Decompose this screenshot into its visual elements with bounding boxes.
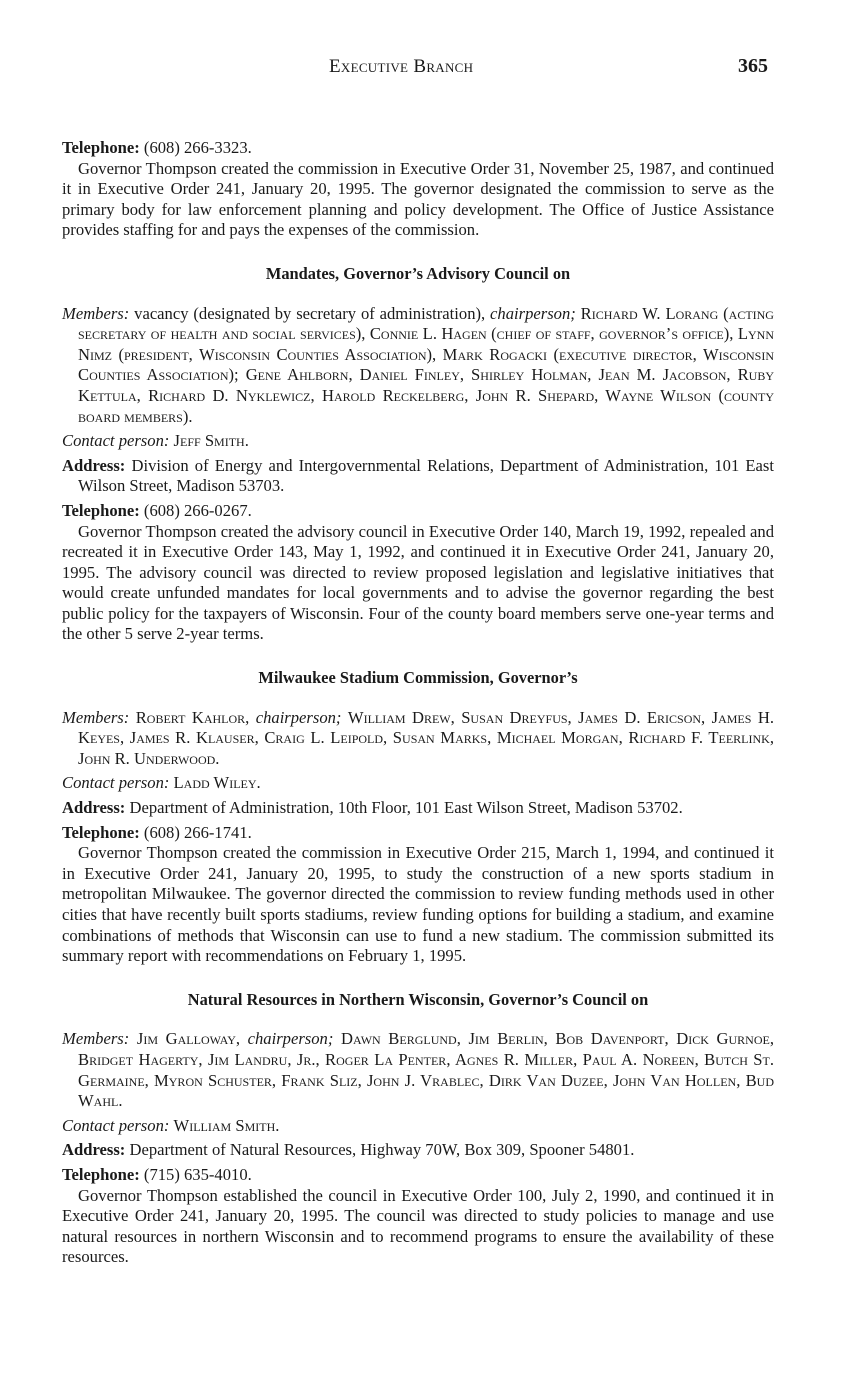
members-chair: Robert Kahlor, [135, 707, 250, 727]
contact-label: Contact person: [62, 1115, 170, 1135]
address-label: Address: [62, 798, 126, 818]
members [62, 304, 774, 428]
intro-block [62, 138, 774, 241]
contact-name: Ladd Wiley. [173, 773, 261, 793]
members-label: Members: [62, 303, 130, 323]
contact-label: Contact person: [62, 773, 170, 793]
section-title: Natural Resources in Northern Wisconsin, Governor’s Council on [187, 989, 649, 1009]
telephone-value: (608) 266-0267. [143, 500, 252, 520]
address [62, 456, 774, 497]
members-chair: vacancy (designated by secretary of administration), [134, 303, 486, 323]
telephone-value: (608) 266-3323. [143, 138, 252, 157]
address [62, 1140, 774, 1161]
contact-person [62, 1116, 774, 1137]
members-list: William Drew, Susan Dreyfus, James D. Ericson, James H. Keyes, James R. Klauser, Craig L. Leipold, Susan Marks, Michael Morgan, Richard F. Teerlink, John R. Underwood. [78, 707, 774, 768]
section-milwaukee-stadium-commission [62, 668, 774, 967]
members-list: Richard W. Lorang (acting secretary of health and social services), Connie L. Hagen (chief of staff, governor’s office), Lynn Nimz (president, Wisconsin Counties Association), Mark Rogacki (executive director, Wisconsin Counties Association); Gene Ahlborn, Daniel Finley, Shirley Holman, Jean M. Jacobson, Ruby Kettula, Richard D. Nyklewicz, Harold Reckelberg, John R. Shepard, Wayne Wilson (county board members). [78, 303, 774, 426]
contact-name: William Smith. [173, 1115, 280, 1135]
section-description: Governor Thompson created the advisory council in Executive Order 140, March 19, 1992, repealed and recreated it in Executive Order 143, May 1, 1992, and continued it in Executive Order 241, January 20, 1995. The advisory council was directed to review proposed legislation and legislative initiatives that would create unfunded mandates for local governments and to advise the governor regarding the best public policy for the taxpayers of Wisconsin. Four of the county board members serve one-year terms and the other 5 serve 2-year terms. [62, 521, 774, 644]
telephone-value: (715) 635-4010. [143, 1164, 252, 1184]
chairperson-label: chairperson; [247, 1029, 334, 1049]
section-mandates-council [62, 264, 774, 645]
chairperson-label: chairperson; [490, 303, 576, 323]
contact-person [62, 773, 774, 794]
contact-name: Jeff Smith. [173, 431, 249, 451]
members-chair: Jim Galloway, [136, 1029, 241, 1049]
intro-description: Governor Thompson created the commission in Executive Order 31, November 25, 1987, and continued it in Executive Order 241, January 20, 1995. The governor designated the commission to serve as the primary body for law enforcement planning and policy development. The Office of Justice Assistance provides staffing for and pays the expenses of the commission. [62, 158, 774, 240]
telephone-label: Telephone: [62, 1164, 140, 1184]
members-label: Members: [62, 707, 130, 727]
telephone-label: Telephone: [62, 822, 140, 842]
section-description: Governor Thompson established the council in Executive Order 100, July 2, 1990, and continued it in Executive Order 241, January 20, 1995. The council was directed to study policies to manage and use natural resources in northern Wisconsin and to recommend programs to ensure the availability of these resources. [62, 1185, 774, 1267]
section-description: Governor Thompson created the commission in Executive Order 215, March 1, 1994, and continued it in Executive Order 241, January 20, 1995, to study the construction of a new sports stadium in metropolitan Milwaukee. The governor directed the commission to review funding methods used in other cities that have recently built sports stadiums, review funding options for building a stadium, and examine combinations of methods that Wisconsin can use to fund a new stadium. The commission submitted its summary report with recommendations on February 1, 1995. [62, 843, 774, 966]
running-head [0, 56, 859, 82]
members-label: Members: [62, 1029, 130, 1049]
members [62, 1029, 774, 1111]
section-natural-resources-council [62, 990, 774, 1268]
section-title: Milwaukee Stadium Commission, Governor’s [258, 668, 578, 688]
telephone-label: Telephone: [62, 138, 140, 157]
address-value: Department of Administration, 10th Floor, 101 East Wilson Street, Madison 53702. [129, 798, 683, 818]
contact-person [62, 431, 774, 452]
address-value: Division of Energy and Intergovernmental Relations, Department of Administration, 101 East Wilson Street, Madison 53703. [78, 455, 774, 496]
contact-label: Contact person: [62, 431, 170, 451]
page-number: 365 [738, 55, 768, 77]
telephone [62, 823, 774, 844]
intro-telephone [62, 138, 774, 159]
address-label: Address: [62, 455, 126, 475]
telephone-label: Telephone: [62, 500, 140, 520]
members-list: Dawn Berglund, Jim Berlin, Bob Davenport, Dick Gurnoe, Bridget Hagerty, Jim Landru, Jr., Roger La Penter, Agnes R. Miller, Paul A. Noreen, Butch St. Germaine, Myron Schuster, Frank Sliz, John J. Vrablec, Dirk Van Duzee, John Van Hollen, Bud Wahl. [78, 1029, 774, 1111]
telephone [62, 1165, 774, 1186]
page-body [62, 138, 774, 1268]
address [62, 798, 774, 819]
address-value: Department of Natural Resources, Highway 70W, Box 309, Spooner 54801. [129, 1140, 635, 1160]
chairperson-label: chairperson; [255, 707, 342, 727]
telephone-value: (608) 266-1741. [143, 822, 252, 842]
telephone [62, 501, 774, 522]
members [62, 708, 774, 770]
running-title: Executive Branch [329, 56, 474, 77]
address-label: Address: [62, 1140, 126, 1160]
section-title: Mandates, Governor’s Advisory Council on [265, 263, 571, 283]
